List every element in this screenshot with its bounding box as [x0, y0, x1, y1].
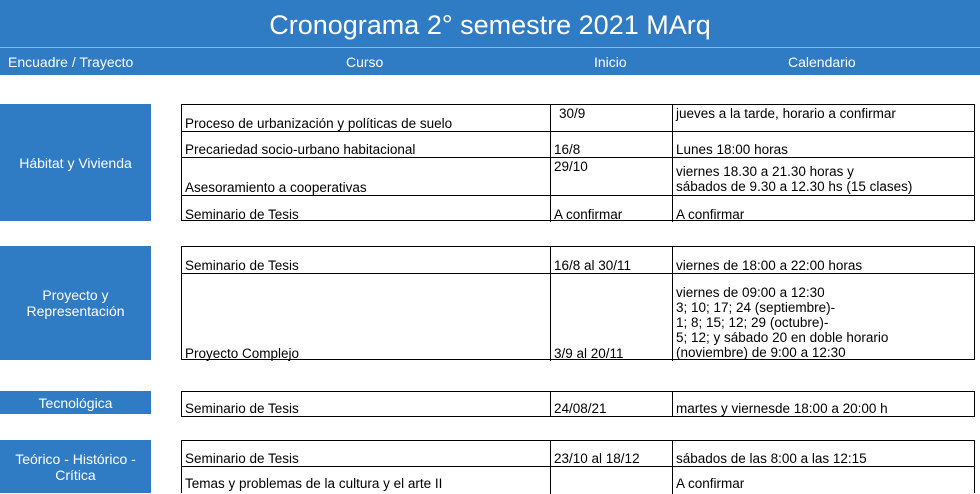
table-row — [182, 273, 974, 361]
group-label-text: Proyecto y Representación — [26, 287, 125, 319]
cell-inicio: 30/9 — [551, 105, 673, 131]
cell-calendario: sábados de las 8:00 a las 12:15 — [676, 451, 867, 466]
group-table-tecnologica — [181, 391, 975, 417]
table-row — [182, 195, 974, 222]
table-row — [182, 247, 974, 273]
table-row — [182, 441, 974, 466]
calendario-line: 5; 12; y sábado 20 en doble horario — [676, 330, 889, 345]
cell-curso: Proyecto Complejo — [182, 274, 551, 361]
header-inicio: Inicio — [594, 54, 627, 70]
table-row — [182, 131, 974, 157]
calendario-line: viernes de 09:00 a 12:30 — [676, 285, 825, 300]
calendario-line: 1; 8; 15; 12; 29 (octubre)- — [676, 315, 829, 330]
cell-curso: Proceso de urbanización y políticas de suelo — [182, 105, 551, 131]
cell-inicio: A confirmar — [551, 196, 673, 222]
calendario-line: sábados de 9.30 a 12.30 hs (15 clases) — [676, 179, 913, 194]
cell-inicio: 3/9 al 20/11 — [551, 274, 673, 361]
table-row — [182, 105, 974, 131]
table-row — [182, 466, 974, 494]
header-encuadre: Encuadre / Trayecto — [8, 54, 134, 70]
table-row — [182, 157, 974, 195]
group-label-tecnologica: Tecnológica — [0, 391, 151, 414]
cell-curso: Seminario de Tesis — [182, 441, 551, 466]
group-table-proyecto — [181, 246, 975, 360]
cell-calendario: A confirmar — [676, 207, 745, 222]
cell-curso: Precariedad socio-urbano habitacional — [182, 132, 551, 157]
cell-calendario — [673, 274, 974, 361]
cell-inicio: 29/10 — [551, 158, 673, 195]
column-header-row — [0, 47, 980, 75]
cell-curso: Temas y problemas de la cultura y el arte II — [182, 467, 551, 494]
calendario-line: 3; 10; 17; 24 (septiembre)- — [676, 300, 836, 315]
group-label-habitat: Hábitat y Vivienda — [0, 104, 151, 221]
header-curso: Curso — [346, 54, 384, 70]
calendario-line: (noviembre) de 9:00 a 12:30 — [676, 345, 846, 360]
cell-calendario: jueves a la tarde, horario a confirmar — [676, 106, 896, 121]
table-row — [182, 392, 974, 416]
cell-inicio: 23/10 al 18/12 — [551, 441, 673, 466]
cell-curso: Seminario de Tesis — [182, 247, 551, 273]
cell-calendario: A confirmar — [676, 476, 745, 491]
group-table-habitat — [181, 104, 975, 221]
cell-curso: Seminario de Tesis — [182, 392, 551, 416]
cell-calendario: viernes de 18:00 a 22:00 horas — [676, 258, 863, 273]
cell-inicio — [551, 467, 673, 494]
calendario-line: viernes 18.30 a 21.30 horas y — [676, 164, 854, 179]
cell-curso: Seminario de Tesis — [182, 196, 551, 222]
cell-calendario: Lunes 18:00 horas — [676, 142, 788, 157]
group-label-teorico — [0, 440, 151, 493]
header-calendario: Calendario — [788, 54, 856, 70]
cell-calendario: martes y viernesde 18:00 a 20:00 h — [676, 401, 888, 416]
group-label-text: Teórico - Histórico - Crítica — [15, 450, 136, 483]
group-label-proyecto — [0, 246, 151, 360]
cell-inicio: 16/8 al 30/11 — [551, 247, 673, 273]
cell-curso: Asesoramiento a cooperativas — [182, 158, 551, 195]
page-title: Cronograma 2° semestre 2021 MArq — [0, 0, 980, 47]
cell-calendario — [673, 158, 974, 195]
cell-inicio: 16/8 — [551, 132, 673, 157]
cell-inicio: 24/08/21 — [551, 392, 673, 416]
group-table-teorico — [181, 440, 975, 493]
